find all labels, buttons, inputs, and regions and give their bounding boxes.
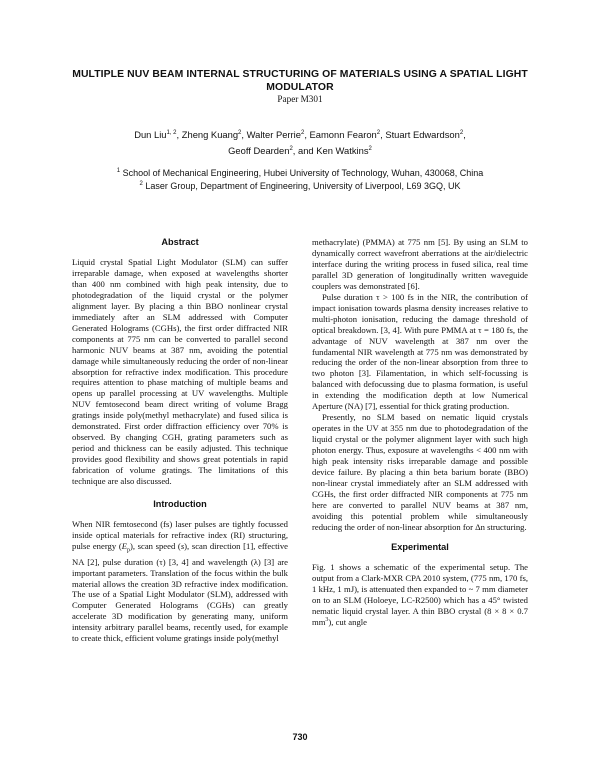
introduction-paragraph-1-continued: methacrylate) (PMMA) at 775 nm [5]. By using an SLM to dynamically correct wavefront aberrations at the air/dielectric interface during the writing process in fused silica, real time parallel 3D generation of longitudinally written waveguide couplers was demonstrated [6]. <box>312 237 528 291</box>
left-column <box>72 237 288 644</box>
affiliations <box>30 167 570 192</box>
affiliation-line: $^1$ School of Mechanical Engineering, Hubei University of Technology, Wuhan, 430068, China <box>116 168 484 178</box>
affiliation-line: $^2$ Laser Group, Department of Engineering, University of Liverpool, L69 3GQ, UK <box>139 180 461 191</box>
author-name: Eamonn Fearon <box>309 129 377 140</box>
author-list <box>60 127 540 159</box>
author-affil-sup: 2 <box>376 130 381 136</box>
author-affil-sup: 2 <box>459 130 464 136</box>
abstract-heading: Abstract <box>161 237 199 247</box>
author-name: Ken Watkins <box>316 145 369 156</box>
introduction-heading: Introduction <box>153 499 207 510</box>
author-affil-sup: 2 <box>300 130 305 136</box>
author-name: Geoff Dearden <box>228 145 290 156</box>
paper-id: Paper M301 <box>277 94 323 104</box>
author-affil-sup: 2 <box>368 146 372 152</box>
author-line-1: Dun Liu$^{1, 2}$, Zheng Kuang$^2$, Walter Perrie$^2$, Eamonn Fearon$^2$, Stuart Edwardson$^2$, <box>134 129 466 140</box>
paper-title: MULTIPLE NUV BEAM INTERNAL STRUCTURING OF MATERIALS USING A SPATIAL LIGHT MODULATOR <box>72 69 528 93</box>
introduction-paragraph-2: Pulse duration τ > 100 fs in the NIR, the contribution of impact ionisation towards plasma density increases relative to multi-photon ionisation, reducing the damage threshold of optical breakdown. [3, 4]. With pure PMMA at τ = 180 fs, the advantage of NUV wavelength at 387 nm over the fundamental NIR wavelength at 775 nm was demonstrated by reducing the order of the non-linear absorption from three to two photon [3]. Filamentation, in which self-focussing is balanced with defocussing due to plasma formation, is useful in extending the modification depth at low Numerical Aperture (NA) [7], essential for thick grating production. <box>312 291 528 412</box>
experimental-heading: Experimental <box>391 541 449 552</box>
author-affil-sup: 2 <box>238 130 242 136</box>
introduction-paragraph-3: Presently, no SLM based on nematic liquid crystals operates in the UV at 355 nm due to photodegradation of the liquid crystal or the polymer alignment layer with such high photon energy. Thus, exposure at wavelengths < 400 nm with high peak intensity risks irreparable damage and possible device failure. By placing a thin beta barium borate (BBO) non-linear crystal immediately after an SLM addressed with CGHs, the first order diffracted NIR components at 775 nm here are converted to parallel NUV beams at 387 nm, avoiding this potential problem while simultaneously reducing the order of non-linear absorption for Δn structuring. <box>312 412 528 532</box>
abstract-text: Liquid crystal Spatial Light Modulator (SLM) can suffer irreparable damage, when exposed at wavelengths shorter than 400 nm combined with high peak intensity, due to photodegradation of the liquid crystal or the polymer alignment layer. By placing a thin BBO nonlinear crystal immediately after an SLM addressed with Computer Generated Holograms (CGHs), the first order diffracted NIR components at 775 nm can be converted to parallel second harmonic NUV beams at 387 nm, avoiding the potential damage while simultaneously reducing the order of non-linear absorption for refractive index modification. This procedure requires attention to phase matching of multiple beams and opens up parallel processing at UV wavelengths. Multiple NUV femtosecond beam direct writing of volume Bragg gratings inside poly(methyl methacrylate) and fused silica is demonstrated. First order diffraction efficiency over 70% is observed. By changing CGH, grating parameters such as period and thickness can be easily adjusted. This technique provides good flexibility and shows great potentials in rapid fabrication of volume gratings. The limitations of this technique are also discussed. <box>72 257 288 487</box>
author-line-2: Geoff Dearden$^2$, and Ken Watkins$^2$ <box>228 145 372 156</box>
author-name: Walter Perrie <box>246 129 301 140</box>
introduction-paragraph-1: When NIR femtosecond (fs) laser pulses are tightly focussed inside optical materials for refractive index (RI) structuring, pulse energy $(E_p)$, scan speed (s), scan direction [1], effective NA [2], pulse duration (τ) [3, 4] and wavelength (λ) [3] are important parameters. Translation of the focus within the bulk material allows the creation 3D refractive index modification. The use of a Spatial Light Modulator (SLM), addressed with Computer Generated Holograms (CGHs) can greatly accelerate 3D modification by generating many, uniform intensity arbitrary parallel beams, recently used, for example to create thick, efficient volume gratings inside poly(methyl <box>72 519 289 644</box>
author-name: Dun Liu <box>134 129 167 140</box>
experimental-paragraph: Fig. 1 shows a schematic of the experimental setup. The output from a Clark-MXR CPA 2010 system, (775 nm, 170 fs, 1 kHz, 1 mJ), is attenuated then expanded to ~ 7 mm diameter on to an SLM (Holoeye, LC-R2500) which has a 45° twisted nematic liquid crystal layer. A thin BBO crystal (8 × 8 × 0.7 $mm^3$), cut angle <box>312 561 528 627</box>
author-affil-sup: 2 <box>289 146 293 152</box>
right-column <box>312 237 528 627</box>
page-number: 730 <box>292 732 308 742</box>
author-name: Zheng Kuang <box>181 129 239 140</box>
author-affil-sup: 1, 2 <box>166 130 177 136</box>
author-name: Stuart Edwardson <box>385 129 460 140</box>
